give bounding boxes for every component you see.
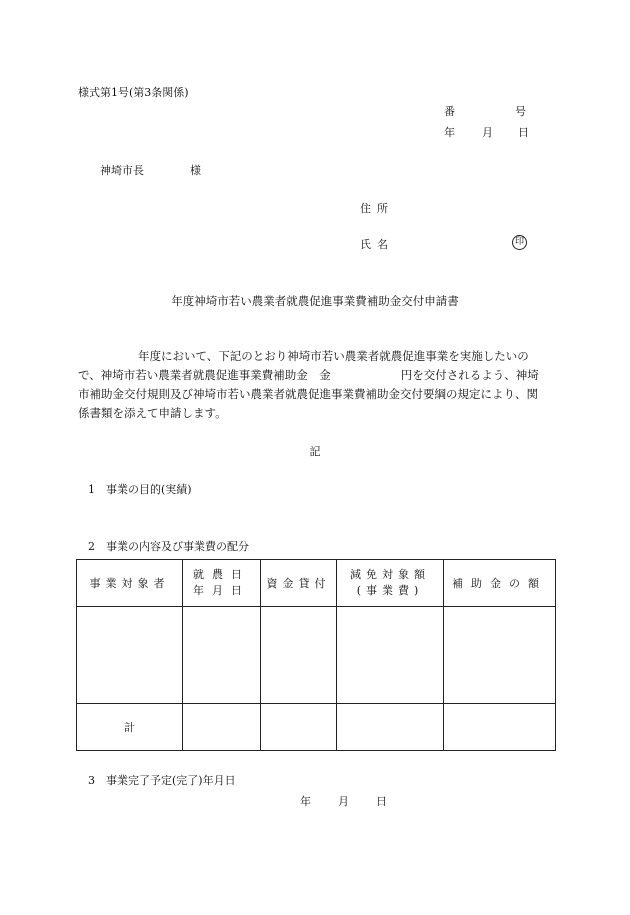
form-number-label: 様式第1号(第3条関係)	[78, 86, 189, 99]
completion-date-month: 月	[338, 795, 349, 808]
statement-line-4: 係書類を添えて申請します。	[78, 406, 227, 420]
statement-line-2-end: 円を交付されるよう、神埼	[400, 368, 539, 382]
issue-date	[444, 124, 529, 140]
total-exempt-amount[interactable]	[337, 704, 444, 751]
application-statement	[78, 347, 556, 423]
header-subsidy-text: 補助金の額	[452, 577, 547, 590]
header-exempt-line1: 減免対象額	[350, 568, 430, 581]
addressee-name: 神埼市長	[100, 164, 144, 177]
cell-subsidy-amount[interactable]	[444, 607, 556, 704]
name-label: 氏名	[360, 238, 394, 251]
document-number-label: 番	[444, 105, 455, 118]
total-farming-start-date[interactable]	[183, 704, 261, 751]
section-3-heading	[88, 772, 236, 788]
expense-table	[76, 559, 556, 751]
completion-date	[300, 793, 387, 809]
completion-date-year: 年	[300, 795, 311, 808]
document-number-suffix: 号	[515, 105, 526, 118]
section-3-label: 事業完了予定(完了)年月日	[106, 774, 236, 787]
section-1-number: 1	[88, 483, 95, 496]
completion-date-day: 日	[376, 795, 387, 808]
table-row	[77, 607, 556, 704]
statement-line-1: 年度において、下記のとおり神埼市若い農業者就農促進事業を実施したいの	[138, 349, 529, 363]
section-2-number: 2	[88, 540, 95, 553]
total-loan[interactable]	[261, 704, 337, 751]
addressee	[100, 162, 201, 178]
header-subsidy-amount	[444, 560, 556, 607]
address-label: 住所	[360, 202, 394, 215]
table-header-row	[77, 560, 556, 607]
header-target-person	[77, 560, 183, 607]
table-total-row	[77, 704, 556, 751]
issue-date-month: 月	[482, 126, 493, 139]
statement-line-2	[78, 366, 556, 385]
issue-date-year: 年	[444, 126, 455, 139]
ki-heading: 記	[309, 445, 321, 458]
header-farming-start-date	[183, 560, 261, 607]
cell-target-person[interactable]	[77, 607, 183, 704]
total-subsidy-amount[interactable]	[444, 704, 556, 751]
document-title: 年度神埼市若い農業者就農促進事業費補助金交付申請書	[171, 294, 459, 308]
cell-loan[interactable]	[261, 607, 337, 704]
addressee-honorific: 様	[190, 164, 201, 177]
seal-mark: 印	[512, 235, 527, 250]
header-farming-start-line2: 年月日	[193, 584, 250, 597]
statement-line-3: 市補助金交付規則及び神埼市若い農業者就農促進事業費補助金交付要綱の規定により、関	[78, 387, 538, 401]
section-2-label: 事業の内容及び事業費の配分	[106, 540, 249, 553]
cell-farming-start-date[interactable]	[183, 607, 261, 704]
total-label: 計	[77, 704, 183, 751]
cell-exempt-amount[interactable]	[337, 607, 444, 704]
issue-date-day: 日	[518, 126, 529, 139]
header-loan	[261, 560, 337, 607]
section-1-label: 事業の目的(実績)	[106, 483, 192, 496]
section-2-heading	[88, 538, 249, 554]
header-loan-text: 資金貸付	[266, 577, 331, 590]
header-exempt-amount	[337, 560, 444, 607]
statement-line-2-start: で、神埼市若い農業者就農促進事業費補助金 金	[78, 368, 331, 382]
header-farming-start-line1: 就農日	[193, 568, 250, 581]
header-exempt-line2: (事業費)	[356, 584, 424, 597]
header-target-person-text: 事業対象者	[89, 577, 170, 590]
section-1-heading	[88, 481, 192, 497]
section-3-number: 3	[88, 774, 95, 787]
